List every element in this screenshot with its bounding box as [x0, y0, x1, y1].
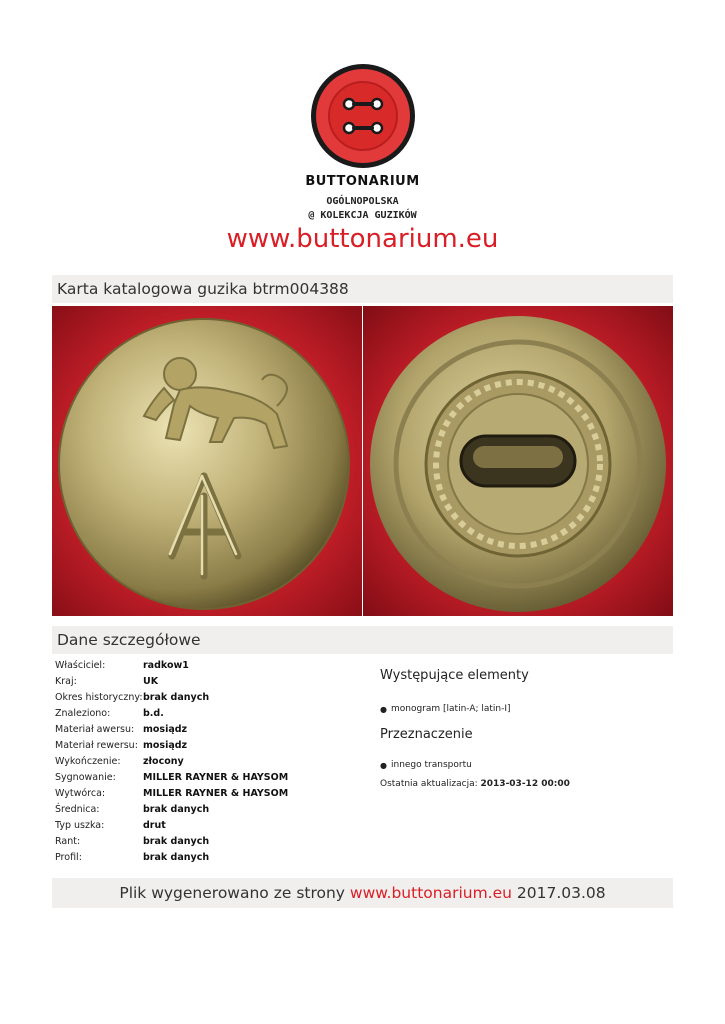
footer-site-link[interactable]: www.buttonarium.eu [349, 884, 512, 902]
purpose-heading: Przeznaczenie [380, 727, 473, 742]
detail-label: Materiał awersu: [55, 724, 135, 735]
detail-row [55, 786, 355, 802]
detail-row [55, 802, 355, 818]
detail-value: b.d. [143, 708, 164, 719]
detail-row [55, 818, 355, 834]
detail-value: radkow1 [143, 660, 189, 671]
brand-name: BUTTONARIUM [305, 174, 420, 189]
detail-label: Sygnowanie: [55, 772, 116, 783]
detail-row [55, 690, 355, 706]
detail-label: Materiał rewersu: [55, 740, 138, 751]
elements-heading: Występujące elementy [380, 668, 529, 683]
detail-label: Właściciel: [55, 660, 106, 671]
detail-row [55, 706, 355, 722]
detail-row [55, 754, 355, 770]
detail-label: Kraj: [55, 676, 77, 687]
detail-value: brak danych [143, 852, 210, 863]
footer-prefix: Plik wygenerowano ze strony [119, 884, 345, 902]
button-photos [52, 306, 673, 616]
detail-value: złocony [143, 756, 184, 767]
detail-label: Okres historyczny: [55, 692, 143, 703]
footer-date: 2017.03.08 [516, 884, 606, 902]
detail-label: Średnica: [55, 804, 100, 815]
bullet-icon: ● [380, 704, 387, 714]
bullet-icon: ● [380, 760, 387, 770]
button-back-photo [363, 306, 673, 616]
detail-label: Profil: [55, 852, 82, 863]
detail-value: drut [143, 820, 166, 831]
detail-row [55, 674, 355, 690]
last-updated [380, 779, 670, 789]
last-updated-value: 2013-03-12 00:00 [480, 779, 570, 789]
detail-value: mosiądz [143, 724, 188, 735]
detail-label: Rant: [55, 836, 81, 847]
site-url-link[interactable]: www.buttonarium.eu [226, 224, 499, 254]
last-updated-label: Ostatnia aktualizacja: [380, 779, 478, 789]
detail-value: mosiądz [143, 740, 188, 751]
detail-row [55, 738, 355, 754]
detail-row [55, 850, 355, 866]
brand-tagline-1: OGÓLNOPOLSKA [326, 196, 399, 207]
detail-label: Wykończenie: [55, 756, 121, 767]
detail-value: MILLER RAYNER & HAYSOM [143, 772, 289, 783]
detail-row [55, 658, 355, 674]
button-logo-icon [309, 62, 417, 170]
detail-value: UK [143, 676, 159, 687]
detail-row [55, 722, 355, 738]
elements-item [380, 704, 670, 714]
purpose-item-text: innego transportu [390, 760, 472, 770]
logo [0, 62, 725, 223]
right-column [380, 668, 670, 789]
detail-row [55, 834, 355, 850]
detail-value: brak danych [143, 804, 210, 815]
details-table [55, 658, 355, 866]
button-front-photo [52, 306, 362, 616]
detail-value: brak danych [143, 836, 210, 847]
detail-label: Typ uszka: [55, 820, 105, 831]
detail-value: MILLER RAYNER & HAYSOM [143, 788, 289, 799]
detail-value: brak danych [143, 692, 210, 703]
details-title: Dane szczegółowe [52, 626, 673, 654]
footer-bar [52, 878, 673, 908]
detail-row [55, 770, 355, 786]
brand-tagline-2: @ KOLEKCJA GUZIKÓW [308, 210, 417, 221]
elements-item-text: monogram [latin-A; latin-I] [390, 704, 511, 714]
card-title: Karta katalogowa guzika btrm004388 [52, 275, 673, 303]
purpose-item [380, 760, 670, 770]
detail-label: Znaleziono: [55, 708, 111, 719]
detail-label: Wytwórca: [55, 788, 106, 799]
